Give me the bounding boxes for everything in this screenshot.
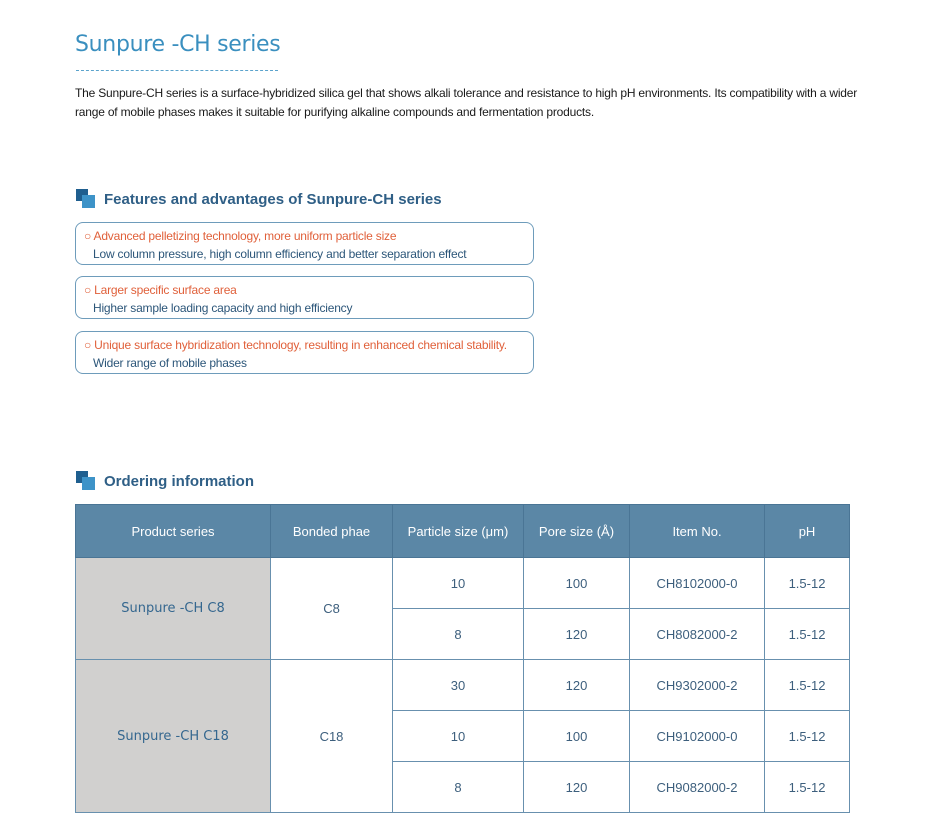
features-heading bbox=[76, 189, 442, 209]
table-row bbox=[76, 660, 850, 711]
col-bonded-phase: Bonded phae bbox=[271, 505, 393, 558]
pore-size-cell: 100 bbox=[524, 558, 630, 609]
feature-card bbox=[75, 331, 534, 374]
item-no-cell: CH9102000-0 bbox=[630, 711, 765, 762]
col-ph: pH bbox=[765, 505, 850, 558]
feature-card bbox=[75, 276, 534, 319]
feature-title: ○ Unique surface hybridization technology, resulting in enhanced chemical stability. bbox=[84, 338, 507, 352]
particle-size-cell: 10 bbox=[393, 711, 524, 762]
table-header-row bbox=[76, 505, 850, 558]
stacked-squares-icon bbox=[76, 189, 98, 209]
page-title: Sunpure -CH series bbox=[75, 32, 281, 57]
col-item-no: Item No. bbox=[630, 505, 765, 558]
item-no-cell: CH8102000-0 bbox=[630, 558, 765, 609]
feature-card bbox=[75, 222, 534, 265]
particle-size-cell: 30 bbox=[393, 660, 524, 711]
particle-size-cell: 10 bbox=[393, 558, 524, 609]
feature-desc: Higher sample loading capacity and high efficiency bbox=[93, 301, 353, 315]
ordering-heading bbox=[76, 471, 254, 491]
particle-size-cell: 8 bbox=[393, 609, 524, 660]
item-no-cell: CH9082000-2 bbox=[630, 762, 765, 813]
col-pore-size: Pore size (Å) bbox=[524, 505, 630, 558]
ordering-table bbox=[75, 504, 850, 813]
bonded-phase-cell: C8 bbox=[271, 558, 393, 660]
features-heading-text: Features and advantages of Sunpure-CH series bbox=[104, 190, 442, 208]
ph-cell: 1.5-12 bbox=[765, 660, 850, 711]
col-particle-size: Particle size (μm) bbox=[393, 505, 524, 558]
stacked-squares-icon bbox=[76, 471, 98, 491]
ph-cell: 1.5-12 bbox=[765, 762, 850, 813]
particle-size-cell: 8 bbox=[393, 762, 524, 813]
pore-size-cell: 100 bbox=[524, 711, 630, 762]
ph-cell: 1.5-12 bbox=[765, 558, 850, 609]
dashed-divider bbox=[76, 70, 278, 71]
ph-cell: 1.5-12 bbox=[765, 711, 850, 762]
bonded-phase-cell: C18 bbox=[271, 660, 393, 813]
item-no-cell: CH9302000-2 bbox=[630, 660, 765, 711]
ph-cell: 1.5-12 bbox=[765, 609, 850, 660]
ordering-heading-text: Ordering information bbox=[104, 472, 254, 490]
feature-desc: Wider range of mobile phases bbox=[93, 356, 247, 370]
pore-size-cell: 120 bbox=[524, 660, 630, 711]
feature-title: ○ Advanced pelletizing technology, more uniform particle size bbox=[84, 229, 397, 243]
product-series-cell: Sunpure -CH C8 bbox=[76, 558, 271, 660]
col-product-series: Product series bbox=[76, 505, 271, 558]
feature-title: ○ Larger specific surface area bbox=[84, 283, 237, 297]
item-no-cell: CH8082000-2 bbox=[630, 609, 765, 660]
product-series-cell: Sunpure -CH C18 bbox=[76, 660, 271, 813]
pore-size-cell: 120 bbox=[524, 762, 630, 813]
feature-desc: Low column pressure, high column efficiency and better separation effect bbox=[93, 247, 467, 261]
pore-size-cell: 120 bbox=[524, 609, 630, 660]
table-row bbox=[76, 558, 850, 609]
intro-paragraph: The Sunpure-CH series is a surface-hybridized silica gel that shows alkali tolerance and resistance to high pH environments. Its compatibility with a wider range of mobile phases makes it suitable for purifying alkaline compounds and fermentation products. bbox=[75, 86, 858, 119]
